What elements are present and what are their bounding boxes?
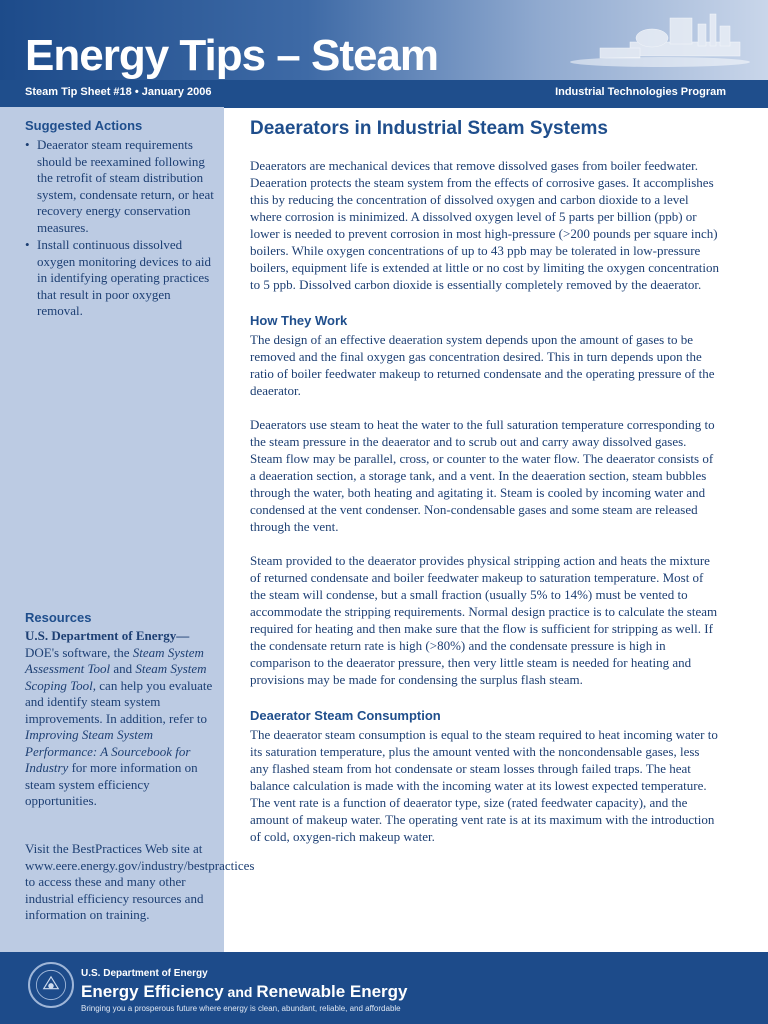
resources-text-part: and [110, 661, 136, 676]
main-content [250, 118, 720, 845]
page-title: Energy Tips – Steam [25, 31, 439, 80]
tool-name: Steam System Scoping Tool, [25, 661, 207, 693]
footer-office [81, 982, 408, 1002]
resources-text-part: DOE's software, the [25, 644, 133, 660]
resources-heading: Resources [25, 610, 92, 625]
article-title: Deaerators in Industrial Steam Systems [250, 118, 608, 139]
book-title: Improving Steam System Performance: A Sourcebook for Industry [25, 727, 191, 775]
program-label: Industrial Technologies Program [555, 86, 726, 98]
suggested-actions-heading: Suggested Actions [25, 118, 143, 133]
footer-office-part: Energy Efficiency [81, 982, 224, 1001]
resources-text [25, 628, 215, 810]
footer-tagline: Bringing you a prosperous future where energy is clean, abundant, reliable, and affordable [81, 1004, 401, 1013]
section-heading-consumption: Deaerator Steam Consumption [250, 708, 441, 723]
footer-office-part: Renewable Energy [256, 982, 408, 1001]
doe-seal-icon [28, 962, 74, 1008]
footer-department: U.S. Department of Energy [81, 968, 208, 979]
list-item: • Install continuous dissolved oxygen monitoring devices to aid in identifying operating practices that result in poor oxygen removal. [25, 237, 215, 320]
visit-text: Visit the BestPractices Web site at www.eere.energy.gov/industry/bestpractices to access these and many other industrial efficiency resources and information on training. [25, 841, 255, 922]
section-heading-how: How They Work [250, 313, 348, 328]
resources-text-part: can help you evaluate and identify steam system improvements. In addition, refer to [25, 677, 213, 726]
suggested-actions-list [25, 137, 215, 320]
paragraph: Deaerators use steam to heat the water to the full saturation temperature corresponding to the steam pressure in the deaerator and to scrub out and carry away dissolved gases. Steam flow may be parallel, cross, or counter to the water flow. The deaerator consists of a deaeration section, a storage tank, and a vent. In the deaeration section, steam bubbles through the water, both heating and agitating it. Steam is cooled by incoming water and condensed at the vent condenser. Non-condensable gases and some steam are released through the vent. [250, 417, 715, 534]
intro-paragraph: Deaerators are mechanical devices that remove dissolved gases from boiler feedwater. Deaeration protects the steam system from the effects of corrosive gases. It accomplishes this by reducing the concentration of dissolved oxygen and carbon dioxide to a level where corrosion is minimized. A dissolved oxygen level of 5 parts per billion (ppb) or lower is needed to prevent corrosion in most high-pressure (>200 pounds per square inch) boilers. While oxygen concentrations of up to 43 ppb may be tolerated in low-pressure boilers, equipment life is extended at little or no cost by limiting the oxygen concentration to 5 ppb. Dissolved carbon dioxide is essentially completely removed by the deaerator. [250, 158, 719, 292]
resources-section [25, 610, 215, 810]
tip-sheet-label: Steam Tip Sheet #18 • January 2006 [25, 86, 212, 98]
paragraph: The deaerator steam consumption is equal to the steam required to heat incoming water to its saturation temperature, plus the amount vented with the noncondensable gases, less any flashed steam from hot condensate or steam losses through failed traps. The heat balance calculation is made with the incoming water at its lowest expected temperature. The vent rate is a function of deaerator type, size (rated feedwater capacity), and the amount of makeup water. The operating vent rate is at its maximum with the introduction of cold, oxygen-rich makeup water. [250, 727, 718, 844]
tool-name: Steam System Assessment Tool [25, 644, 204, 676]
industrial-plant-illustration [560, 4, 760, 70]
resources-org: U.S. Department of Energy— [25, 628, 190, 643]
footer-office-part: and [223, 984, 257, 1000]
suggested-actions [25, 118, 215, 321]
paragraph: The design of an effective deaeration system depends upon the amount of gases to be removed and the final oxygen gas concentration desired. This in turn depends upon the ratio of boiler feedwater makeup to returned condensate and the operating pressure of the deaerator. [250, 332, 715, 398]
list-item: • Deaerator steam requirements should be reexamined following the retrofit of steam distribution system, condensate return, or heat recovery energy conservation measures. [25, 137, 215, 236]
paragraph: Steam provided to the deaerator provides physical stripping action and heats the mixture of returned condensate and boiler feedwater makeup to saturation temperature. Most of the steam will condense, but a small fraction (usually 5% to 14%) must be vented to accommodate the stripping requirements. Normal design practice is to calculate the steam required for heating and then make sure that the flow is sufficient for stripping as well. If the condensate return rate is high (>80%) and the condensate pressure is high in comparison to the deaerator pressure, then very little steam is needed for heating and provisions may be made for condensing the surplus flash steam. [250, 553, 718, 687]
resources-text-part: for more information on steam system efficiency opportunities. [25, 760, 198, 808]
